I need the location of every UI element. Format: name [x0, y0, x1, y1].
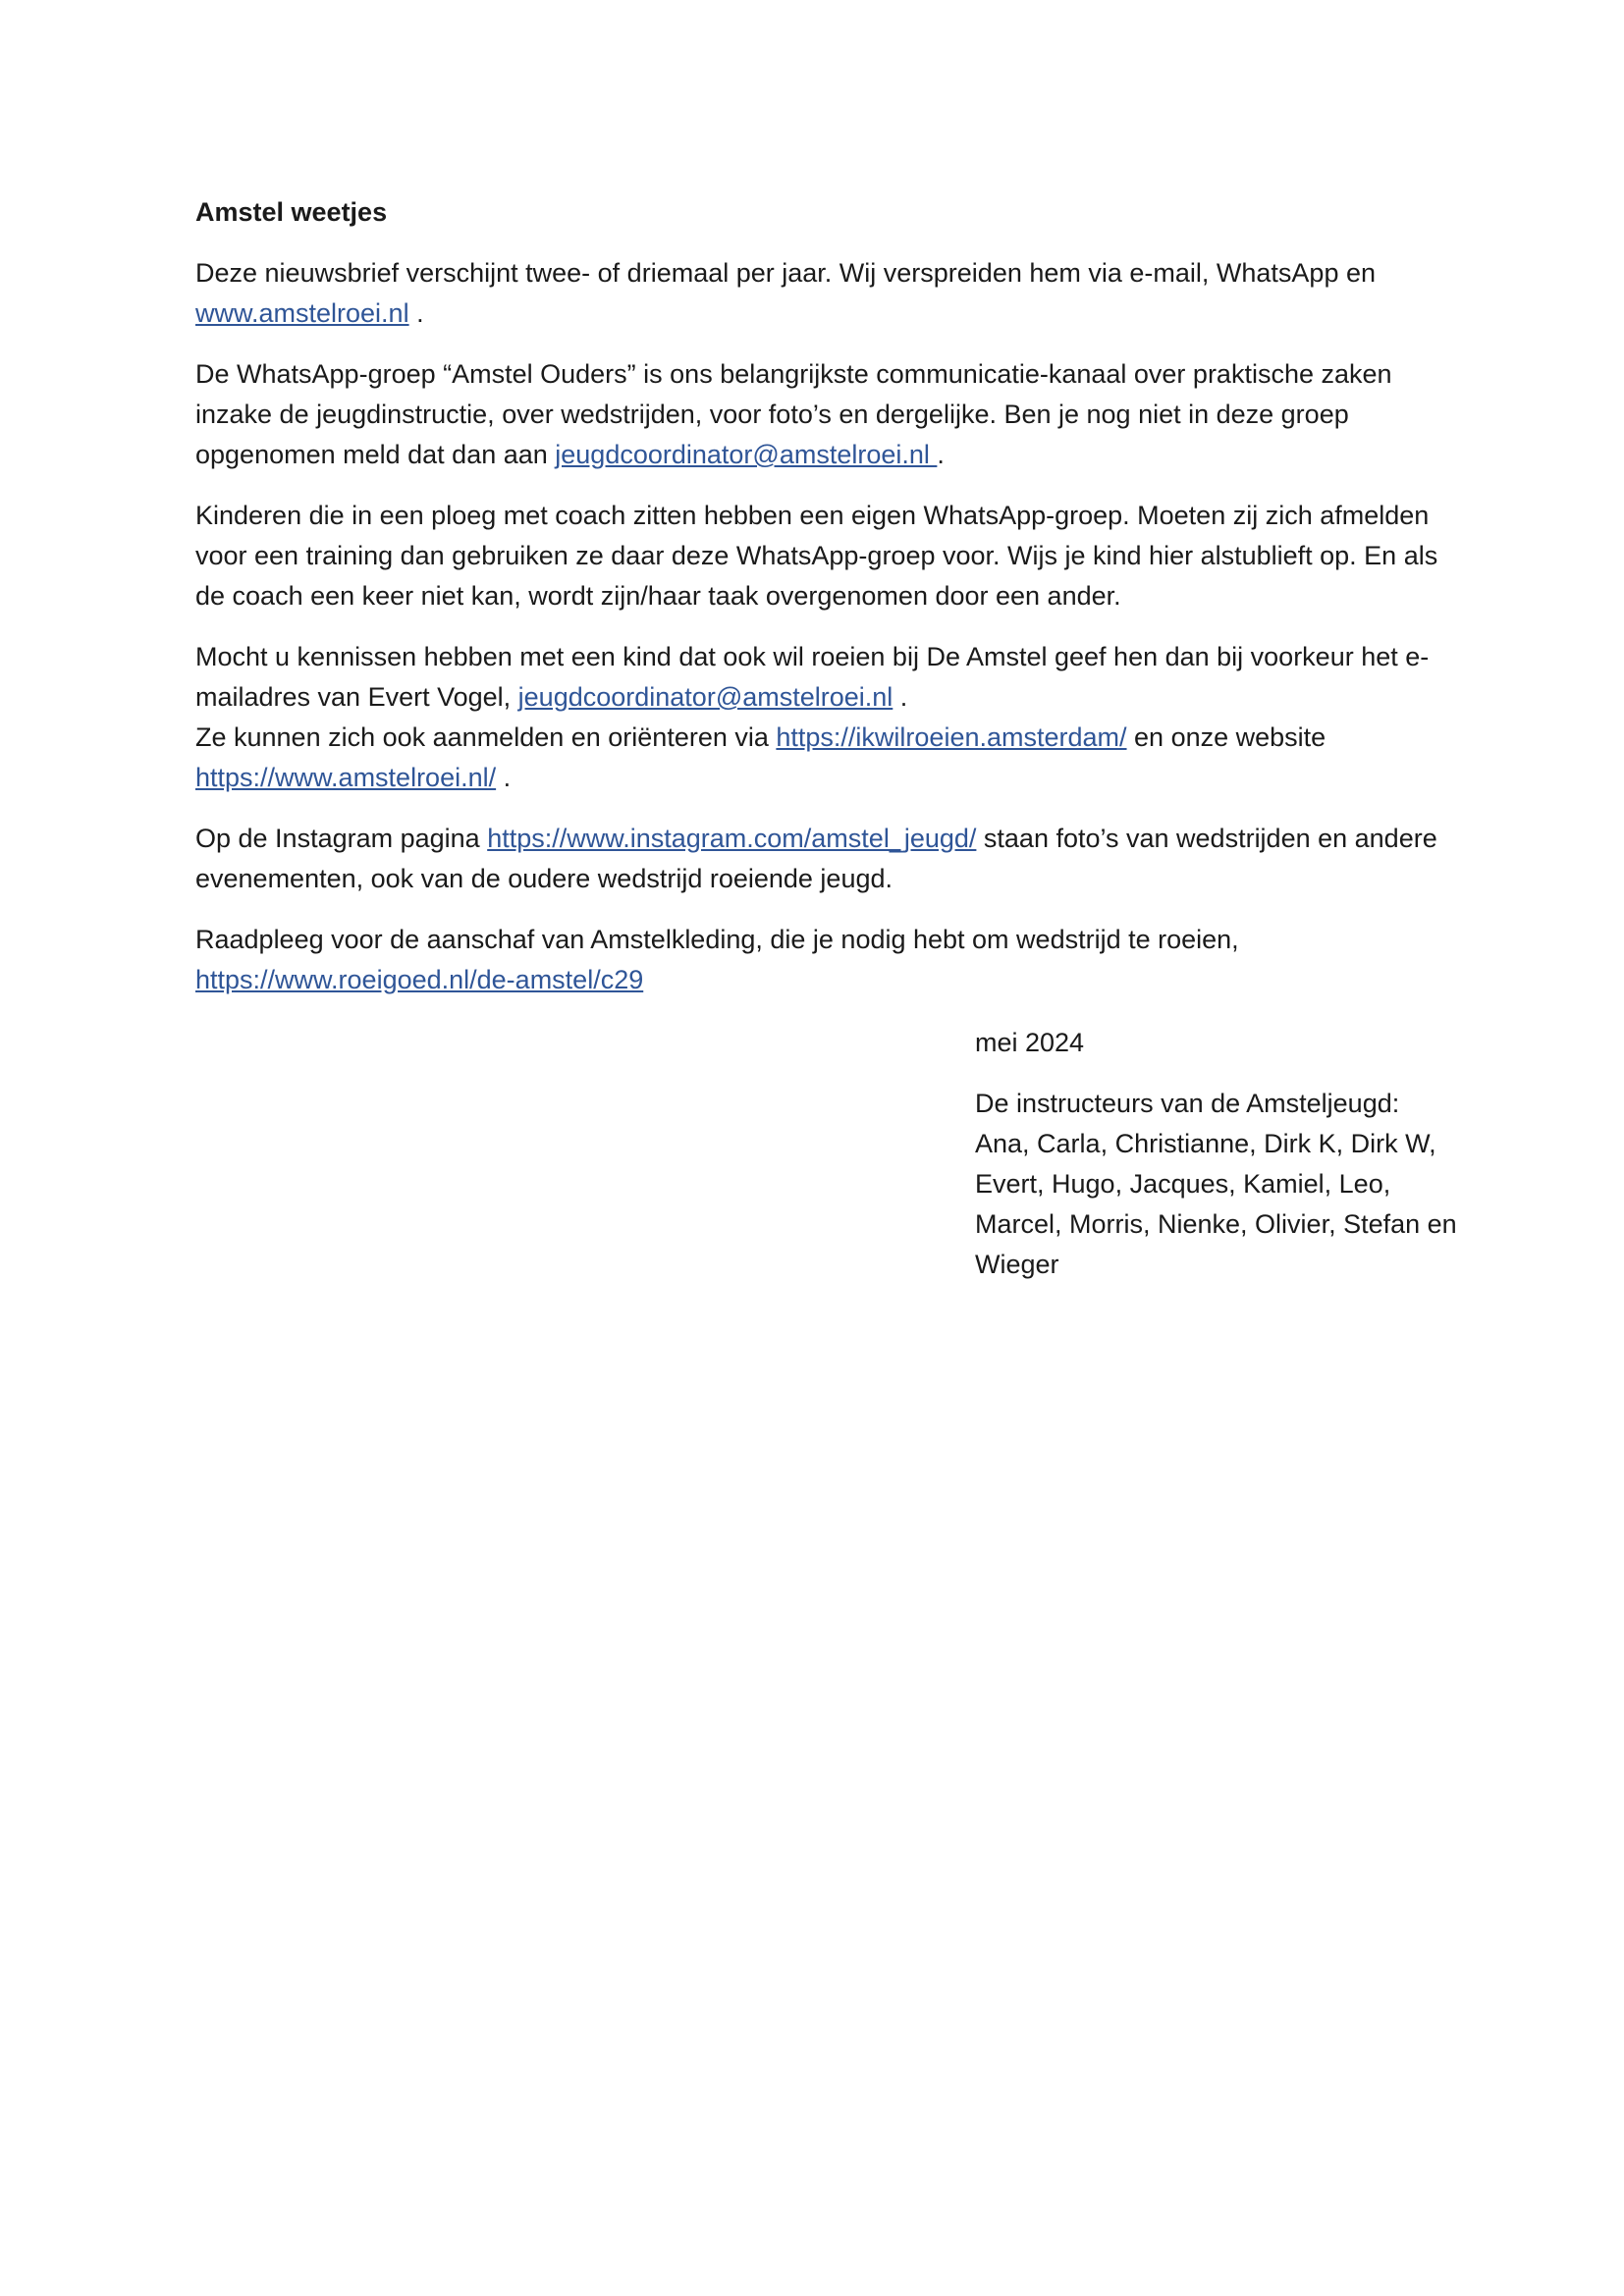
link-roeigoed[interactable]: https://www.roeigoed.nl/de-amstel/c29 — [195, 965, 644, 994]
link-jeugdcoordinator-email-2[interactable]: jeugdcoordinator@amstelroei.nl — [517, 682, 893, 712]
paragraph-end: . — [937, 440, 945, 469]
paragraph-text: staan foto’s van wedstrijden en andere evenementen, ook van de oudere wedstrijd roeiende jeugd. — [195, 824, 1437, 893]
paragraph-newsletter — [195, 253, 1452, 334]
paragraph-text: en onze website — [1126, 722, 1326, 752]
paragraph-text: Kinderen die in een ploeg met coach zitten hebben een eigen WhatsApp-groep. Moeten zij zich afmelden voor een training dan gebruiken ze daar deze WhatsApp-groep voor. Wijs je kind hier alstublieft op. En als de coach een keer niet kan, wordt zijn/haar taak overgenomen door een ander. — [195, 501, 1438, 611]
document-heading: Amstel weetjes — [195, 197, 388, 227]
paragraph-new-members — [195, 637, 1452, 798]
document-date: mei 2024 — [975, 1028, 1085, 1057]
paragraph-text: Op de Instagram pagina — [195, 824, 488, 853]
signature-names: Ana, Carla, Christianne, Dirk K, Dirk W, Evert, Hugo, Jacques, Kamiel, Leo, Marcel, Morris, Nienke, Olivier, Stefan en Wieger — [975, 1129, 1457, 1279]
paragraph-whatsapp-group — [195, 354, 1452, 475]
link-jeugdcoordinator-email[interactable]: jeugdcoordinator@amstelroei.nl — [555, 440, 938, 469]
link-amstelroei-website[interactable]: https://www.amstelroei.nl/ — [195, 763, 497, 792]
signature-text — [975, 1084, 1466, 1285]
link-instagram[interactable]: https://www.instagram.com/amstel_jeugd/ — [487, 824, 977, 853]
paragraph-clothing — [195, 920, 1452, 1000]
paragraph-text: Raadpleeg voor de aanschaf van Amstelkleding, die je nodig hebt om wedstrijd te roeien, — [195, 925, 1239, 954]
paragraph-end: . — [893, 682, 908, 712]
link-amstelroei[interactable]: www.amstelroei.nl — [195, 298, 409, 328]
paragraph-text: Mocht u kennissen hebben met een kind dat ook wil roeien bij De Amstel geef hen dan bij voorkeur het e-mailadres van Evert Vogel, — [195, 642, 1430, 712]
signature-block — [975, 1023, 1466, 1306]
paragraph-text: Ze kunnen zich ook aanmelden en oriënteren via — [195, 722, 777, 752]
link-ikwilroeien[interactable]: https://ikwilroeien.amsterdam/ — [776, 722, 1127, 752]
paragraph-end: . — [496, 763, 512, 792]
paragraph-coach-groups — [195, 496, 1452, 616]
paragraph-end: . — [408, 298, 424, 328]
paragraph-text: Deze nieuwsbrief verschijnt twee- of driemaal per jaar. Wij verspreiden hem via e-mail, WhatsApp en — [195, 258, 1377, 288]
document-body — [195, 192, 1452, 1021]
signature-intro: De instructeurs van de Amsteljeugd: — [975, 1089, 1400, 1118]
paragraph-text: De WhatsApp-groep “Amstel Ouders” is ons belangrijkste communicatie-kanaal over praktische zaken inzake de jeugdinstructie, over wedstrijden, voor foto’s en dergelijke. Ben je nog niet in deze groep opgenomen meld dat dan aan — [195, 359, 1392, 469]
paragraph-instagram — [195, 819, 1452, 899]
